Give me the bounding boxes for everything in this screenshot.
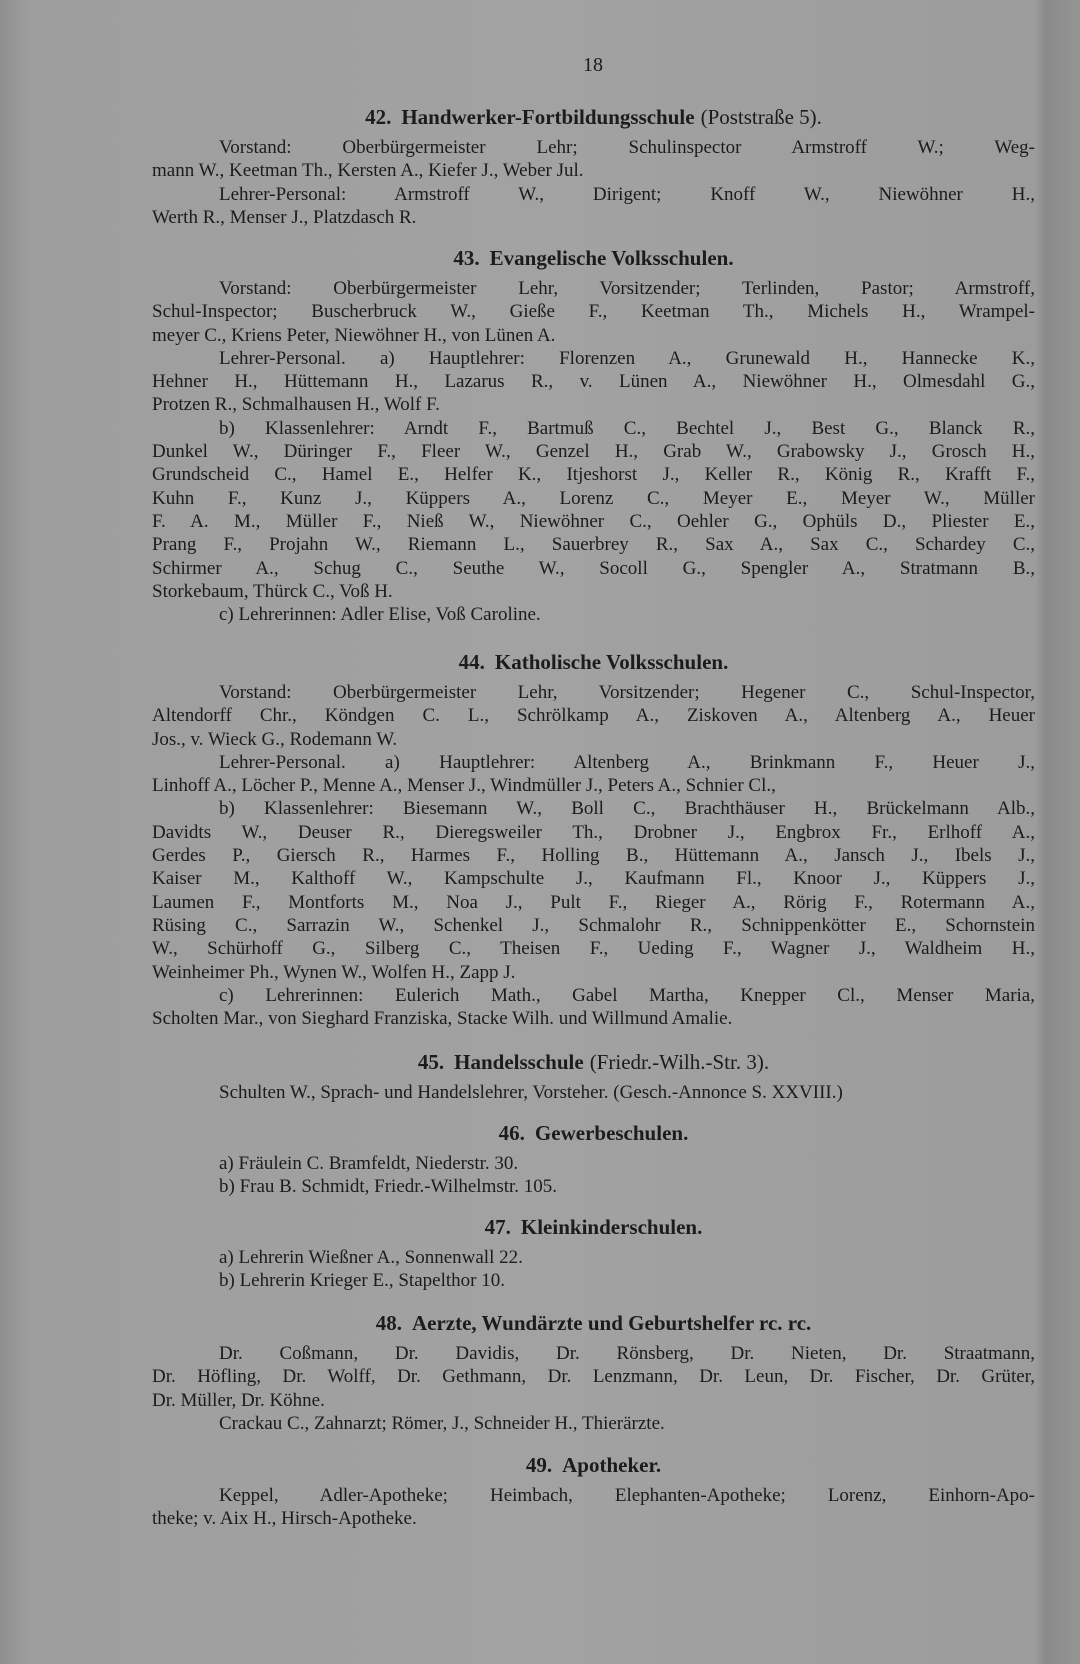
paragraph <box>152 603 1035 626</box>
section-46 <box>152 1121 1035 1199</box>
section-heading <box>152 1215 1035 1239</box>
section-title: Kleinkinderschulen. <box>520 1215 703 1239</box>
text-line: Laumen F., Montforts M., Noa J., Pult F., Rieger A., Rörig F., Rotermann A., <box>152 891 1035 913</box>
text-line: W., Schürhoff G., Silberg C., Theisen F., Ueding F., Wagner J., Waldheim H., <box>152 938 1035 960</box>
text-line: F. A. M., Müller F., Nieß W., Niewöhner C., Oehler G., Ophüls D., Pliester E., <box>152 510 1035 532</box>
paragraph <box>152 1484 1035 1531</box>
text-line: Vorstand: Oberbürgermeister Lehr; Schulinspector Armstroff W.; Weg- <box>219 137 1035 158</box>
text-line: Crackau C., Zahnarzt; Römer, J., Schneider H., Thierärzte. <box>219 1412 665 1434</box>
text-line: Protzen R., Schmalhausen H., Wolf F. <box>152 394 440 416</box>
paragraph <box>152 417 1035 603</box>
text-line: Prang F., Projahn W., Riemann L., Sauerbrey R., Sax A., Sax C., Schardey C., <box>152 534 1035 556</box>
section-title: Evangelische Volksschulen. <box>489 246 734 270</box>
text-line: Dr. Müller, Dr. Köhne. <box>152 1389 325 1411</box>
text-line: b) Klassenlehrer: Biesemann W., Boll C., Brachthäuser H., Brückelmann Alb., <box>219 798 1035 820</box>
section-number: 47. <box>484 1215 511 1239</box>
section-number: 49. <box>525 1453 553 1477</box>
text-line: Schul-Inspector; Buscherbruck W., Gieße F., Keetman Th., Michels H., Wrampel- <box>152 301 1035 323</box>
paragraph <box>152 1081 1035 1104</box>
paragraph <box>152 277 1035 347</box>
section-43 <box>152 246 1035 626</box>
section-number: 44. <box>458 650 485 674</box>
paragraph <box>152 681 1035 751</box>
paragraph <box>152 183 1035 230</box>
paragraph <box>152 347 1035 417</box>
paragraph <box>152 136 1035 183</box>
section-heading <box>152 1453 1035 1477</box>
text-line: Scholten Mar., von Sieghard Franziska, Stacke Wilh. und Willmund Amalie. <box>152 1008 733 1030</box>
text-line: Dr. Coßmann, Dr. Davidis, Dr. Rönsberg, Dr. Nieten, Dr. Straatmann, <box>219 1343 1035 1364</box>
section-number: 42. <box>365 105 392 129</box>
text-line: Grundscheid C., Hamel E., Helfer K., Itjeshorst J., Keller R., König R., Krafft F., <box>152 464 1035 486</box>
text-line: Lehrer-Personal: Armstroff W., Dirigent; Knoff W., Niewöhner H., <box>219 183 1035 205</box>
section-title: Apotheker. <box>562 1453 662 1477</box>
paragraph <box>152 1175 1035 1198</box>
text-line: mann W., Keetman Th., Kersten A., Kiefer J., Weber Jul. <box>152 160 584 182</box>
text-line: Weinheimer Ph., Wynen W., Wolfen H., Zapp J. <box>152 961 516 983</box>
section-title: Handelsschule <box>454 1050 584 1074</box>
text-line: b) Lehrerin Krieger E., Stapelthor 10. <box>219 1270 505 1292</box>
text-line: Davidts W., Deuser R., Dieregsweiler Th., Drobner J., Engbrox Fr., Erlhoff A., <box>152 821 1035 843</box>
section-heading <box>152 1050 1035 1074</box>
section-number: 43. <box>453 246 480 270</box>
paragraph <box>152 1412 1035 1435</box>
paragraph <box>152 984 1035 1031</box>
text-line: b) Frau B. Schmidt, Friedr.-Wilhelmstr. 105. <box>219 1176 558 1198</box>
paragraph <box>152 751 1035 798</box>
section-number: 46. <box>498 1121 525 1145</box>
text-line: Kuhn F., Kunz J., Küppers A., Lorenz C., Meyer E., Meyer W., Müller <box>152 487 1035 509</box>
section-subtitle: (Poststraße 5). <box>700 105 822 129</box>
text-line: Kaiser M., Kalthoff W., Kampschulte J., Kaufmann Fl., Knoor J., Küppers J., <box>152 868 1035 890</box>
section-49 <box>152 1453 1035 1531</box>
section-45 <box>152 1050 1035 1104</box>
section-title: Katholische Volksschulen. <box>494 650 729 674</box>
text-line: a) Fräulein C. Bramfeldt, Niederstr. 30. <box>219 1153 519 1174</box>
section-number: 48. <box>375 1311 402 1335</box>
page-number: 18 <box>583 54 603 76</box>
text-line: Hehner H., Hüttemann H., Lazarus R., v. Lünen A., Niewöhner H., Olmesdahl G., <box>152 371 1035 393</box>
section-47 <box>152 1215 1035 1293</box>
section-heading <box>152 650 1035 674</box>
section-heading <box>152 246 1035 270</box>
paragraph <box>152 1152 1035 1175</box>
text-line: theke; v. Aix H., Hirsch-Apotheke. <box>152 1508 417 1530</box>
section-44 <box>152 650 1035 1030</box>
text-line: Linhoff A., Löcher P., Menne A., Menser J., Windmüller J., Peters A., Schnier Cl., <box>152 775 776 797</box>
text-line: Lehrer-Personal. a) Hauptlehrer: Florenzen A., Grunewald H., Hannecke K., <box>219 347 1035 369</box>
text-line: Storkebaum, Thürck C., Voß H. <box>152 580 393 602</box>
text-line: Gerdes P., Giersch R., Harmes F., Holling B., Hüttemann A., Jansch J., Ibels J., <box>152 845 1035 867</box>
text-line: Schulten W., Sprach- und Handelslehrer, Vorsteher. (Gesch.-Annonce S. XXVIII.) <box>219 1082 843 1103</box>
section-heading <box>152 1121 1035 1145</box>
text-line: meyer C., Kriens Peter, Niewöhner H., von Lünen A. <box>152 324 556 346</box>
text-line: Altendorff Chr., Köndgen C. L., Schrölkamp A., Ziskoven A., Altenberg A., Heuer <box>152 705 1035 727</box>
text-line: b) Klassenlehrer: Arndt F., Bartmuß C., Bechtel J., Best G., Blanck R., <box>219 417 1035 439</box>
section-title: Handwerker-Fortbildungsschule <box>401 105 695 129</box>
paragraph <box>152 1342 1035 1412</box>
text-line: Vorstand: Oberbürgermeister Lehr, Vorsitzender; Terlinden, Pastor; Armstroff, <box>219 278 1035 299</box>
text-line: Lehrer-Personal. a) Hauptlehrer: Altenberg A., Brinkmann F., Heuer J., <box>219 751 1035 773</box>
text-line: a) Lehrerin Wießner A., Sonnenwall 22. <box>219 1247 523 1268</box>
section-title: Aerzte, Wundärzte und Geburtshelfer rc. rc. <box>411 1311 812 1335</box>
text-line: Werth R., Menser J., Platzdasch R. <box>152 206 417 228</box>
section-title: Gewerbeschulen. <box>534 1121 689 1145</box>
paragraph <box>152 797 1035 983</box>
text-line: Schirmer A., Schug C., Seuthe W., Socoll G., Spengler A., Stratmann B., <box>152 557 1035 579</box>
paragraph <box>152 1246 1035 1269</box>
text-line: c) Lehrerinnen: Adler Elise, Voß Caroline. <box>219 604 541 626</box>
section-heading <box>152 105 1035 129</box>
section-heading <box>152 1311 1035 1335</box>
section-42 <box>152 105 1035 229</box>
section-subtitle: (Friedr.-Wilh.-Str. 3). <box>589 1050 770 1074</box>
paragraph <box>152 1269 1035 1292</box>
text-line: Rüsing C., Sarrazin W., Schenkel J., Schmalohr R., Schnippenkötter E., Schornstein <box>152 914 1035 936</box>
text-line: Keppel, Adler-Apotheke; Heimbach, Elephanten-Apotheke; Lorenz, Einhorn-Apo- <box>219 1485 1035 1506</box>
text-line: c) Lehrerinnen: Eulerich Math., Gabel Martha, Knepper Cl., Menser Maria, <box>219 984 1035 1006</box>
text-line: Jos., v. Wieck G., Rodemann W. <box>152 728 398 750</box>
text-line: Vorstand: Oberbürgermeister Lehr, Vorsitzender; Hegener C., Schul-Inspector, <box>219 682 1035 703</box>
text-line: Dunkel W., Düringer F., Fleer W., Genzel H., Grab W., Grabowsky J., Grosch H., <box>152 441 1035 463</box>
section-48 <box>152 1311 1035 1435</box>
text-line: Dr. Höfling, Dr. Wolff, Dr. Gethmann, Dr. Lenzmann, Dr. Leun, Dr. Fischer, Dr. Grüter, <box>152 1366 1035 1388</box>
section-number: 45. <box>417 1050 445 1074</box>
